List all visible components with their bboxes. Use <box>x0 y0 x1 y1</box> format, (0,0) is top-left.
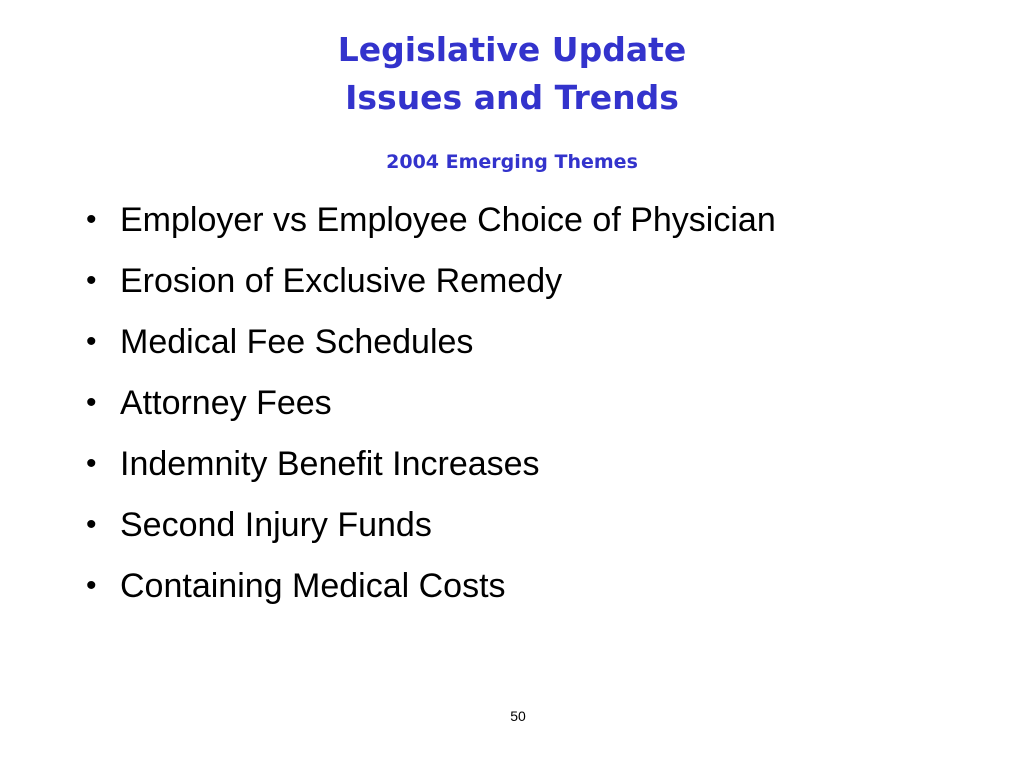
bullet-text: Attorney Fees <box>120 384 332 422</box>
bullet-text: Medical Fee Schedules <box>120 323 474 361</box>
bullet-icon: • <box>86 447 97 480</box>
bullet-icon: • <box>86 569 97 602</box>
title-line-1: Legislative Update <box>337 30 687 69</box>
bullet-text: Employer vs Employee Choice of Physician <box>120 201 776 239</box>
bullet-icon: • <box>86 203 97 236</box>
bullet-text: Indemnity Benefit Increases <box>120 445 540 483</box>
page-number: 50 <box>510 708 526 724</box>
bullet-item <box>86 561 776 622</box>
bullet-icon: • <box>86 386 97 419</box>
bullet-list <box>86 195 776 622</box>
bullet-icon: • <box>86 325 97 358</box>
bullet-text: Containing Medical Costs <box>120 567 506 605</box>
title-line-2: Issues and Trends <box>345 78 679 117</box>
bullet-text: Second Injury Funds <box>120 506 432 544</box>
bullet-text: Erosion of Exclusive Remedy <box>120 262 563 300</box>
bullet-item <box>86 195 776 256</box>
bullet-icon: • <box>86 264 97 297</box>
bullet-item <box>86 439 776 500</box>
bullet-item <box>86 500 776 561</box>
bullet-icon: • <box>86 508 97 541</box>
bullet-item <box>86 317 776 378</box>
bullet-item <box>86 378 776 439</box>
bullet-item <box>86 256 776 317</box>
slide-subtitle: 2004 Emerging Themes <box>386 151 638 173</box>
slide-title <box>0 26 1024 122</box>
